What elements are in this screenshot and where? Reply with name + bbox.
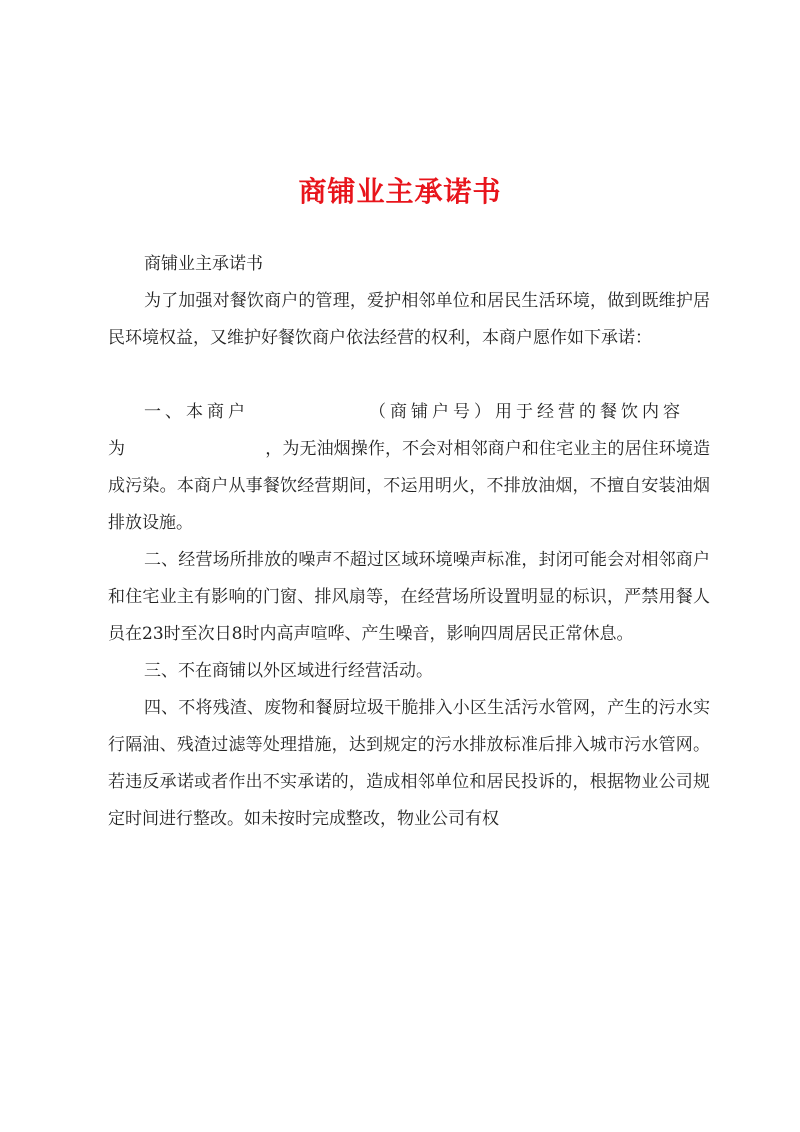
- item-1-first-line: [108, 394, 710, 431]
- item-1-text-a: 一、本商户: [144, 402, 249, 422]
- intro-paragraph: 为了加强对餐饮商户的管理，爱护相邻单位和居民生活环境，做到既维护居民环境权益，又维护好餐饮商户依法经营的权利，本商户愿作如下承诺：: [108, 291, 710, 348]
- document-subtitle: 商铺业主承诺书: [144, 254, 263, 274]
- item-4-paragraph: 四、不将残渣、废物和餐厨垃圾干脆排入小区生活污水管网，产生的污水实行隔油、残渣过滤等处理措施，达到规定的污水排放标准后排入城市污水管网。若违反承诺或者作出不实承诺的，造成相邻单位和居民投诉的，根据物业公司规定时间进行整改。如未按时完成整改，物业公司有权: [108, 698, 710, 829]
- item-1-rest: [108, 431, 710, 542]
- item-2-paragraph: 二、经营场所排放的噪声不超过区域环境噪声标准，封闭可能会对相邻商户和住宅业主有影响的门窗、排风扇等，在经营场所设置明显的标识，严禁用餐人员在23时至次日8时内高声喧哗、产生噪音，影响四周居民正常休息。: [108, 550, 710, 644]
- item-1-paragraph: [108, 394, 710, 542]
- item-3-paragraph: 三、不在商铺以外区域进行经营活动。: [144, 661, 433, 681]
- item-1-text-c: 为: [108, 439, 126, 459]
- blank-line: [108, 357, 710, 394]
- item-1-text-b: （商铺户号）用于经营的餐饮内容: [369, 402, 684, 422]
- document-title: 商铺业主承诺书: [298, 175, 502, 208]
- item-1-text-d: ，为无油烟操作，不会对相邻商户和住宅业主的居住环境造成污染。本商户从事餐饮经营期间，不运用明火，不排放油烟，不擅自安装油烟排放设施。: [108, 439, 711, 533]
- document-body: [108, 246, 710, 838]
